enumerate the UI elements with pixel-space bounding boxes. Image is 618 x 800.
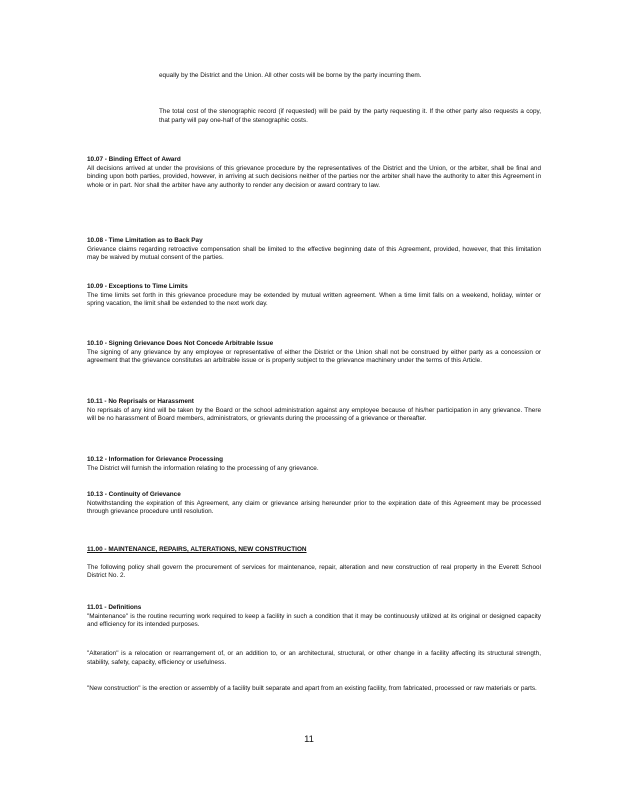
section-10-07 [87,156,541,190]
section-body: Grievance claims regarding retroactive compensation shall be limited to the effective beginning date of this Agreement, provided, however, that this limitation may be waived by mutual consent of the parties. [87,245,541,262]
page-number: 11 [304,734,314,745]
definition-new-construction-block [87,685,541,694]
section-10-09 [87,283,541,309]
section-heading: 10.11 - No Reprisals or Harassment [87,398,194,405]
section-body: The time limits set forth in this grievance procedure may be extended by mutual written agreement. When a time limit falls on a weekend, holiday, winter or spring vacation, the limit shall be extended to the next work day. [87,291,541,308]
section-10-10 [87,340,541,366]
stenographic-costs-paragraph: The total cost of the stenographic record (if requested) will be paid by the party requesting it. If the other party also requests a copy, that party will pay one-half of the stenographic costs. [159,108,541,124]
section-heading: 10.10 - Signing Grievance Does Not Concede Arbitrable Issue [87,340,274,347]
section-heading: 10.07 - Binding Effect of Award [87,156,181,163]
section-10-12 [87,456,541,473]
definition-new-construction: "New construction" is the erection or assembly of a facility built separate and apart from an existing facility, from fabricated, processed or raw materials or parts. [87,685,537,692]
section-heading: 10.08 - Time Limitation as to Back Pay [87,237,203,244]
section-10-11 [87,398,541,424]
section-body: The District will furnish the information relating to the processing of any grievance. [87,464,319,472]
section-heading: 10.13 - Continuity of Grievance [87,491,181,498]
section-11-heading: 11.00 - MAINTENANCE, REPAIRS, ALTERATIONS, NEW CONSTRUCTION [87,546,307,553]
section-body: All decisions arrived at under the provisions of this grievance procedure by the representatives of the District and the Union, or the arbiter, shall be final and binding upon both parties, provided, however, in arriving at such decisions neither of the parties nor the arbiter shall have the authority to alter this Agreement in whole or in part. Nor shall the arbiter have any authority to render any decision or award contrary to law. [87,164,541,189]
section-10-08 [87,237,541,263]
section-11-01 [87,604,541,630]
section-11-00 [87,546,541,581]
section-heading: 10.09 - Exceptions to Time Limits [87,283,188,290]
section-heading: 10.12 - Information for Grievance Processing [87,456,224,463]
definition-alteration-block [87,650,541,667]
definition-alteration: "Alteration" is a relocation or rearrangement of, or an addition to, or an architectural, structural, or other change in a facility affecting its structural strength, stability, safety, capacity, efficiency or usefulness. [87,650,541,666]
definition-maintenance: "Maintenance" is the routine recurring work required to keep a facility in such a condition that it may be continuously utilized at its original or designed capacity and efficiency for its intended purposes. [87,612,541,629]
section-body: No reprisals of any kind will be taken by the Board or the school administration against any employee because of his/her participation in any grievance. There will be no harassment of Board members, administrators, or grievants during the processing of a grievance or thereafter. [87,406,541,423]
section-10-13 [87,491,541,517]
section-body: Notwithstanding the expiration of this Agreement, any claim or grievance arising hereunder prior to the expiration date of this Agreement may be processed through grievance procedure until resolution. [87,499,541,516]
section-body: The signing of any grievance by any employee or representative of either the District or the Union shall not be construed by either party as a concession or agreement that the grievance constitutes an arbitrable issue or is properly subject to the grievance machinery under the terms of this Article. [87,348,541,365]
arbitration-costs-paragraph: equally by the District and the Union. All other costs will be borne by the party incurring them. [159,72,422,79]
definitions-heading: 11.01 - Definitions [87,604,142,611]
section-11-intro: The following policy shall govern the procurement of services for maintenance, repair, alteration and new construction of real property in the Everett School District No. 2. [87,563,541,580]
